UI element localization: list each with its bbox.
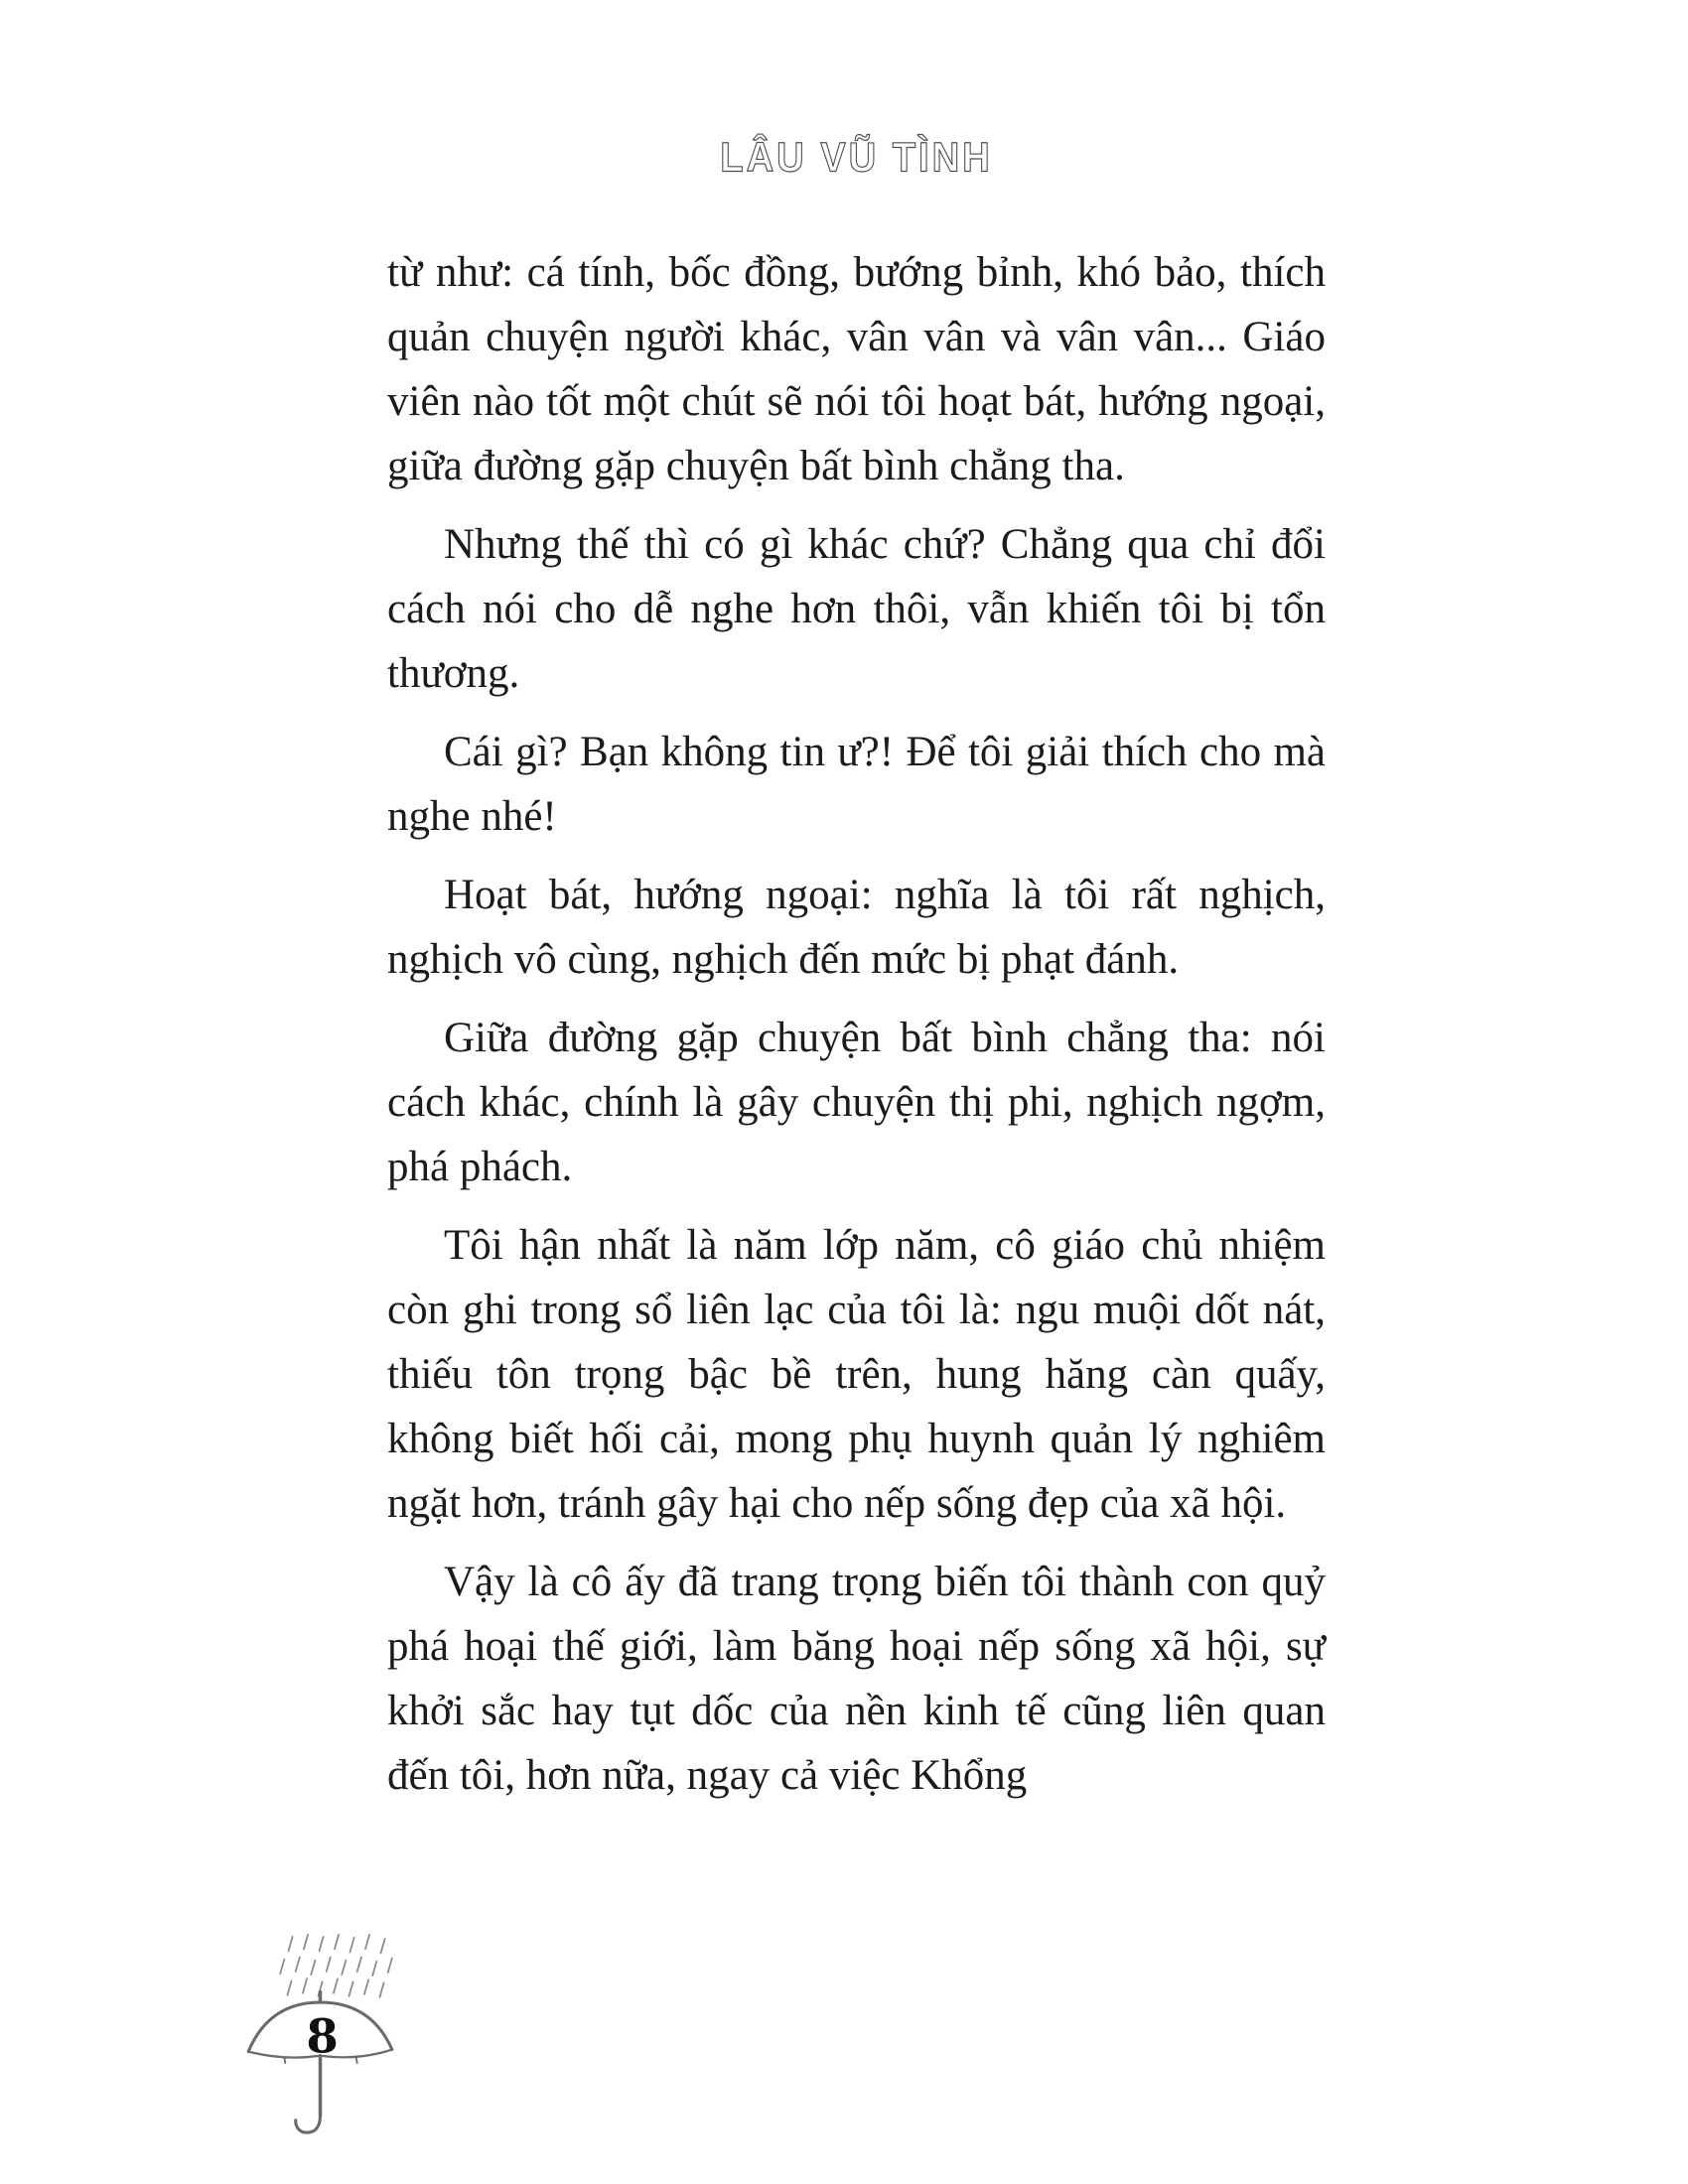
paragraph: Giữa đường gặp chuyện bất bình chẳng tha: nói cách khác, chính là gây chuyện thị phi, nghịch ngợm, phá phách. — [387, 1015, 1326, 1190]
page-number: 8 — [306, 2008, 339, 2064]
umbrella-rain-icon — [243, 1928, 397, 2138]
paragraph: Hoạt bát, hướng ngoại: nghĩa là tôi rất nghịch, nghịch vô cùng, nghịch đến mức bị phạt đánh. — [387, 872, 1326, 983]
paragraph: Nhưng thế thì có gì khác chứ? Chẳng qua chỉ đổi cách nói cho dễ nghe hơn thôi, vẫn khiến tôi bị tổn thương. — [387, 521, 1326, 697]
running-head-author: LÂU VŨ TÌNH — [720, 135, 993, 182]
paragraph: Cái gì? Bạn không tin ư?! Để tôi giải thích cho mà nghe nhé! — [387, 729, 1326, 840]
paragraph: Tôi hận nhất là năm lớp năm, cô giáo chủ nhiệm còn ghi trong sổ liên lạc của tôi là: ngu muội dốt nát, thiếu tôn trọng bậc bề trên, hung hăng càn quấy, không biết hối cải, mong phụ huynh quản lý nghiêm ngặt hơn, tránh gây hại cho nếp sống đẹp của xã hội. — [387, 1222, 1326, 1527]
rain-drops — [280, 1935, 392, 1997]
paragraph: từ như: cá tính, bốc đồng, bướng bỉnh, khó bảo, thích quản chuyện người khác, vân vân và vân vân... Giáo viên nào tốt một chút sẽ nói tôi hoạt bát, hướng ngoại, giữa đường gặp chuyện bất bình chẳng tha. — [387, 249, 1326, 489]
paragraph: Vậy là cô ấy đã trang trọng biến tôi thành con quỷ phá hoại thế giới, làm băng hoại nếp sống xã hội, sự khởi sắc hay tụt dốc của nền kinh tế cũng liên quan đến tôi, hơn nữa, ngay cả việc Khổng — [387, 1559, 1326, 1799]
body-text — [387, 240, 1326, 1822]
